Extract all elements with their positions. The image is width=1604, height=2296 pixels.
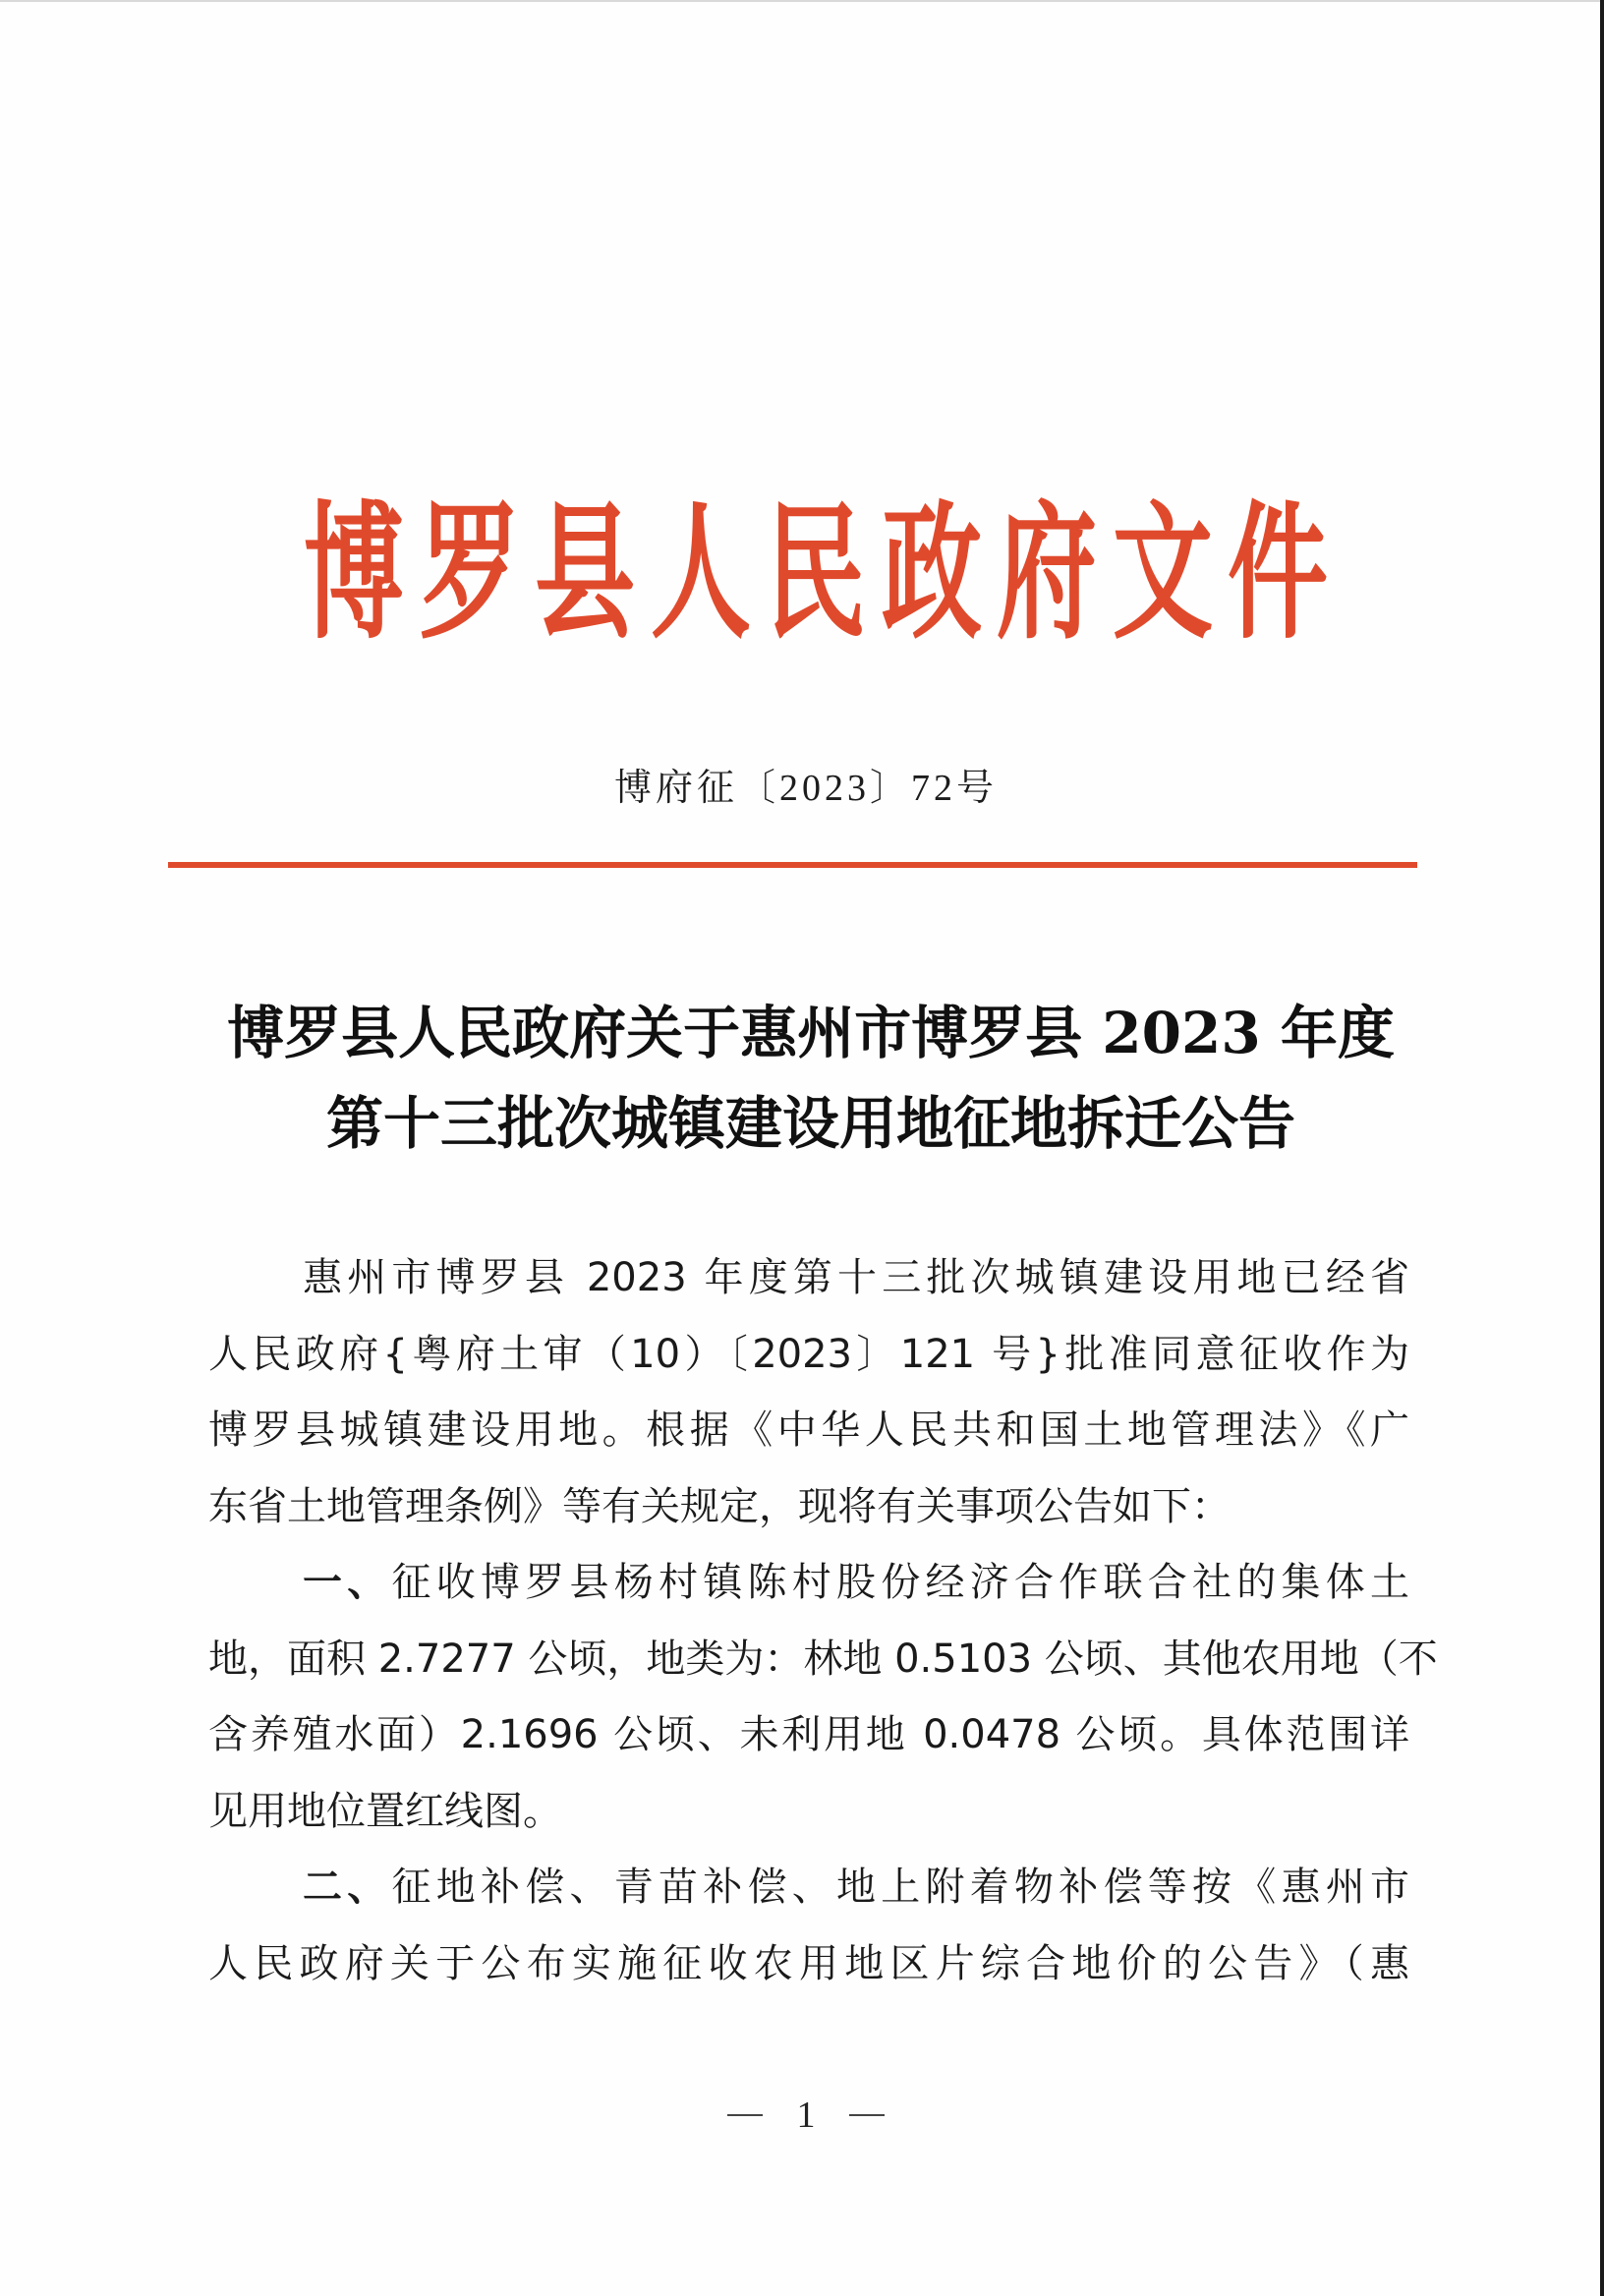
page-number-footer bbox=[727, 2086, 885, 2145]
body-line: 见用地位置红线图。 bbox=[208, 1788, 562, 1834]
issuer-title-char: 府 bbox=[997, 487, 1098, 660]
issuer-title-char: 文 bbox=[1112, 487, 1213, 660]
section-marker: 一、 bbox=[303, 1560, 392, 1605]
page-top-edge bbox=[0, 0, 1604, 2]
document-number: 博府征〔2023〕72号 bbox=[613, 768, 998, 809]
issuer-title-char: 罗 bbox=[419, 487, 520, 660]
red-separator-line bbox=[168, 862, 1417, 868]
issuer-title-char: 人 bbox=[650, 487, 751, 660]
issuer-title-char: 民 bbox=[766, 487, 867, 660]
issuer-title-char: 政 bbox=[881, 487, 982, 660]
notice-heading bbox=[197, 988, 1425, 1169]
body-line: 惠州市博罗县 2023 年度第十三批次城镇建设用地已经省 bbox=[303, 1255, 1409, 1300]
page-right-edge bbox=[1600, 0, 1604, 2296]
issuer-title bbox=[288, 487, 1329, 660]
issuer-title-char: 博 bbox=[304, 487, 405, 660]
footer-dash-left bbox=[727, 2114, 763, 2116]
body-line: 人民政府关于公布实施征收农用地区片综合地价的公告》（惠 bbox=[208, 1940, 1409, 1986]
section-two-first-line bbox=[208, 1850, 1409, 1926]
section-marker: 二、 bbox=[303, 1865, 392, 1910]
body-line: 博罗县城镇建设用地。根据《中华人民共和国土地管理法》《广 bbox=[208, 1407, 1409, 1453]
body-line: 地，面积 2.7277 公顷，地类为：林地 0.5103 公顷、其他农用地（不 bbox=[208, 1636, 1438, 1682]
body-line: 人民政府{粤府土审（10）〔2023〕121 号}批准同意征收作为 bbox=[208, 1331, 1409, 1377]
issuer-title-char: 县 bbox=[535, 487, 636, 660]
page-number: 1 bbox=[796, 2095, 816, 2136]
body-line-text: 征地补偿、青苗补偿、地上附着物补偿等按《惠州市 bbox=[391, 1865, 1409, 1910]
section-one-first-line bbox=[208, 1545, 1409, 1622]
body-line: 东省土地管理条例》等有关规定，现将有关事项公告如下： bbox=[208, 1483, 1231, 1529]
body-line-text: 征收博罗县杨村镇陈村股份经济合作联合社的集体土 bbox=[391, 1560, 1409, 1605]
notice-body bbox=[208, 1240, 1438, 2002]
notice-heading-line-1: 博罗县人民政府关于惠州市博罗县 2023 年度 bbox=[227, 1000, 1395, 1066]
footer-dash-right bbox=[849, 2114, 885, 2116]
notice-heading-line-2: 第十三批次城镇建设用地征地拆迁公告 bbox=[325, 1090, 1295, 1157]
issuer-title-char: 件 bbox=[1228, 487, 1329, 660]
body-line: 含养殖水面）2.1696 公顷、未利用地 0.0478 公顷。具体范围详 bbox=[208, 1712, 1409, 1757]
